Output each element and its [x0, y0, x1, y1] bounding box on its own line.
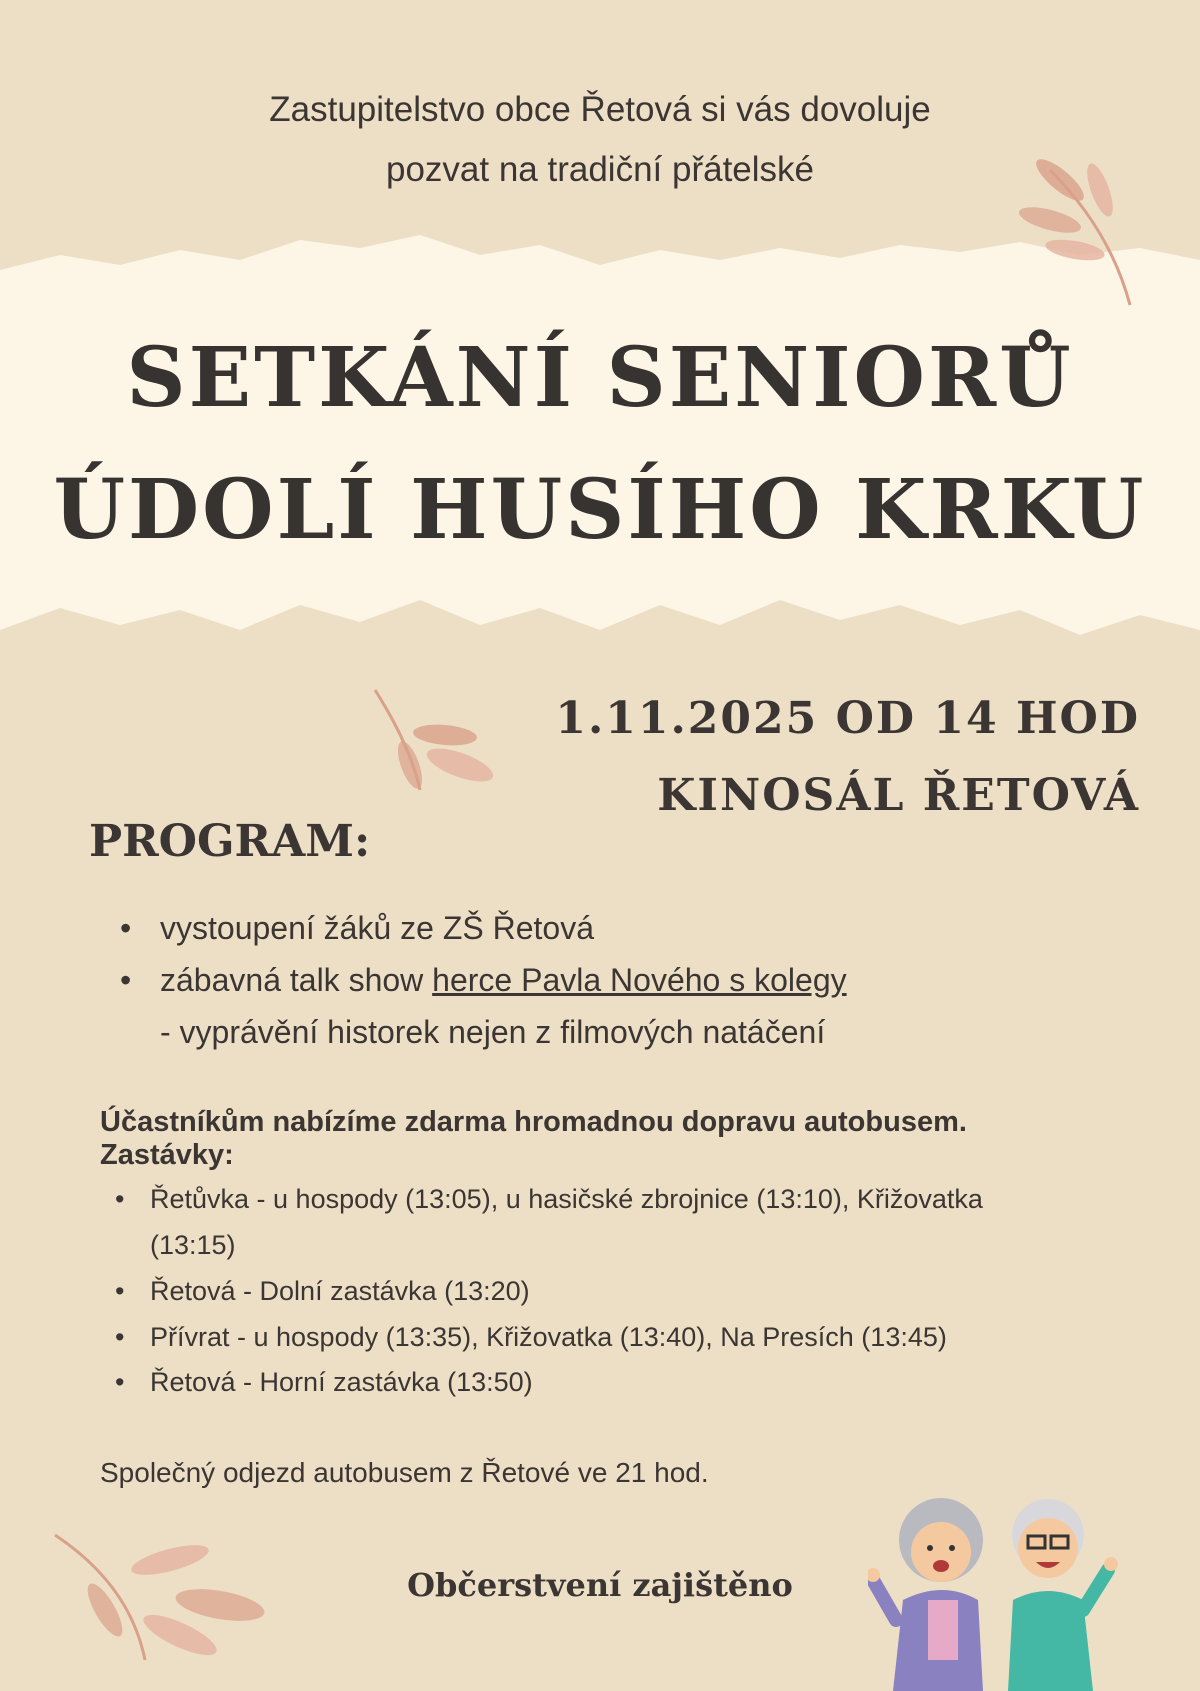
program-item-text: zábavná talk show — [160, 962, 433, 998]
seniors-couple-illustration — [868, 1470, 1148, 1691]
stop-text: Řetová - Dolní zastávka (13:20) — [150, 1276, 530, 1306]
bullet: • — [115, 1184, 125, 1214]
stop-text: Přívrat - u hospody (13:35), Křižovatka (13:40), Na Presích (13:45) — [150, 1322, 947, 1352]
leaf-branch-icon — [1000, 150, 1140, 310]
bullet: • — [115, 1367, 125, 1397]
transport-offer: Účastníkům nabízíme zdarma hromadnou dopravu autobusem. — [100, 1106, 967, 1138]
stop-text: Řetůvka - u hospody (13:05), u hasičské zbrojnice (13:10), Křižovatka — [150, 1184, 983, 1214]
return-info: Společný odjezd autobusem z Řetové ve 21 hod. — [100, 1457, 709, 1488]
stop-item — [115, 1367, 533, 1398]
stop-text: Řetová - Horní zastávka (13:50) — [150, 1367, 533, 1397]
bullet: • — [115, 1322, 125, 1352]
stops-heading: Zastávky: — [100, 1139, 234, 1171]
event-place: KINOSÁL ŘETOVÁ — [657, 770, 1140, 821]
program-item: • zábavná talk show herce Pavla Nového s kolegy — [120, 962, 847, 998]
program-item-text: vystoupení žáků ze ZŠ Řetová — [160, 910, 594, 946]
program-item: • vystoupení žáků ze ZŠ Řetová — [120, 910, 594, 946]
title-line-2: ÚDOLÍ HUSÍHO KRKU — [53, 462, 1147, 558]
stop-item — [115, 1184, 983, 1215]
stop-item — [115, 1276, 530, 1307]
event-date: 1.11.2025 OD 14 HOD — [555, 693, 1140, 744]
program-heading: PROGRAM: — [89, 816, 371, 867]
stop-item — [115, 1322, 947, 1353]
intro-line-1: Zastupitelstvo obce Řetová si vás dovoluje — [269, 90, 931, 129]
actor-link[interactable]: herce Pavla Nového s kolegy — [432, 962, 847, 998]
title-line-1: SETKÁNÍ SENIORŮ — [126, 330, 1074, 426]
leaf-branch-icon — [370, 685, 515, 795]
intro-line-2: pozvat na tradiční přátelské — [385, 150, 814, 189]
stop-item-continuation: (13:15) — [150, 1230, 236, 1260]
refreshments-note: Občerstvení zajištěno — [407, 1566, 793, 1604]
program-item-continuation: - vyprávění historek nejen z filmových natáčení — [160, 1014, 826, 1050]
bullet: • — [115, 1276, 125, 1306]
